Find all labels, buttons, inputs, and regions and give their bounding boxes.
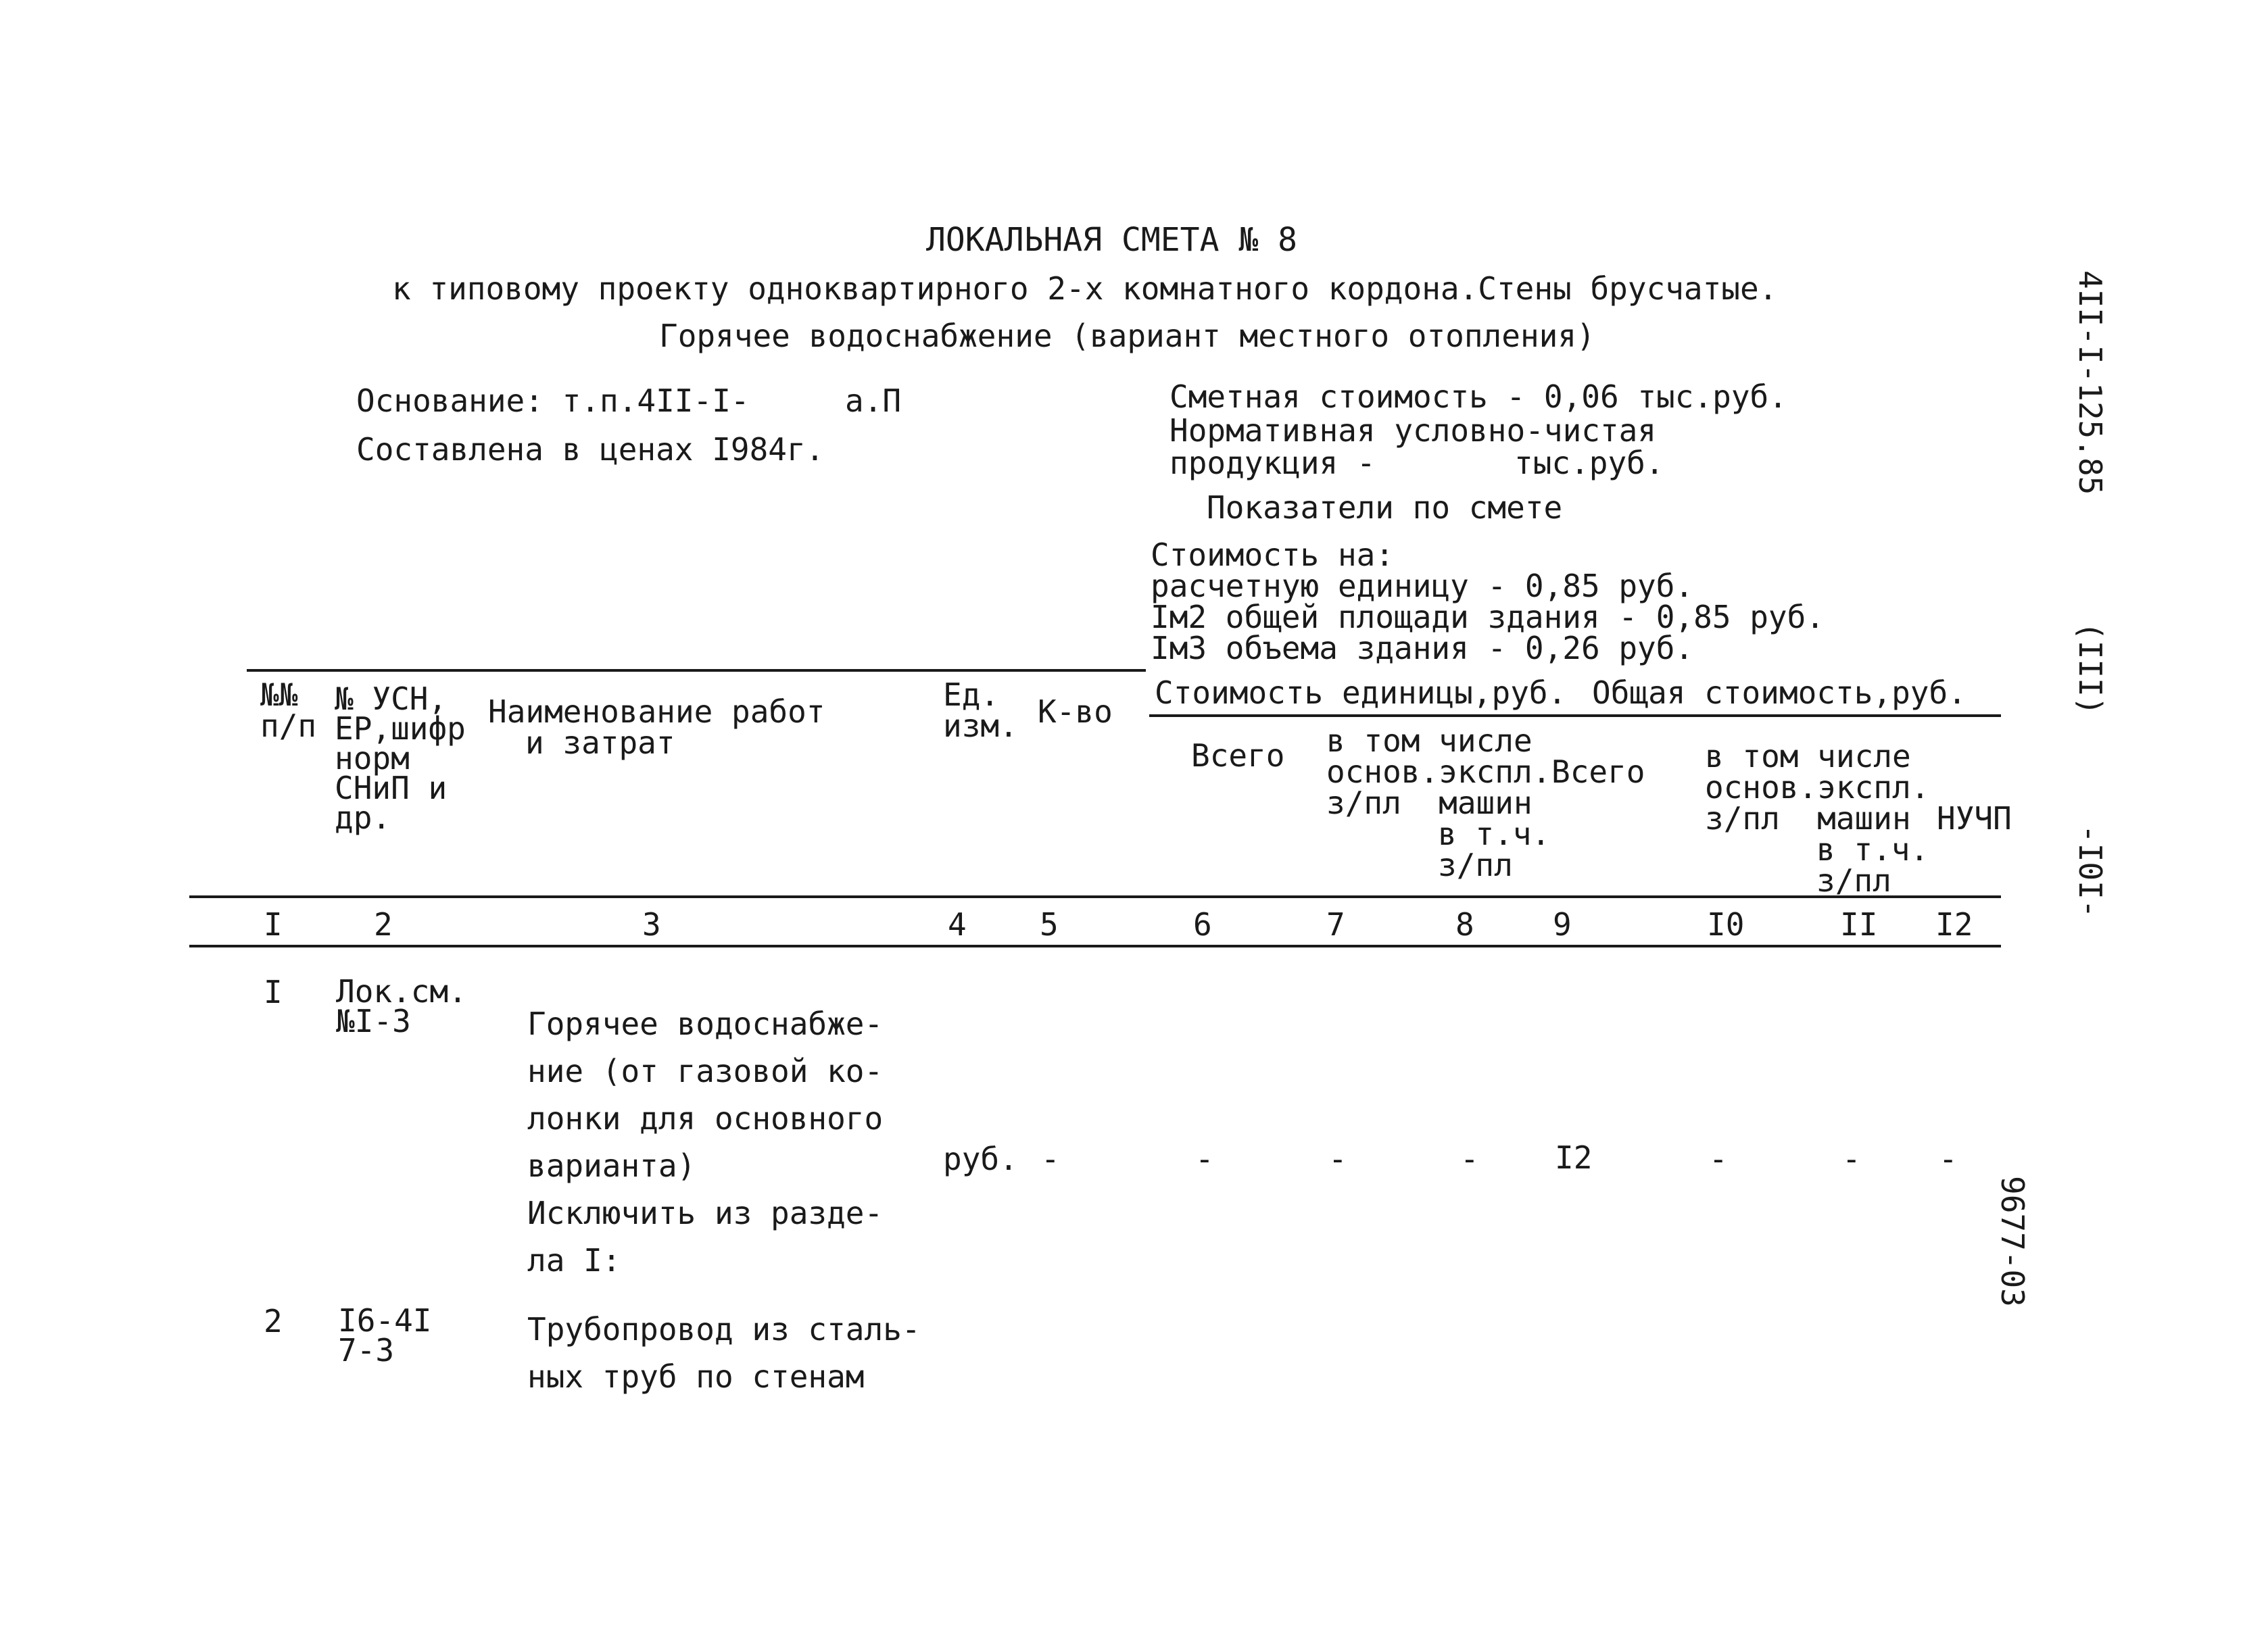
header-col9: Всего bbox=[1551, 754, 1645, 790]
row1-c10: - bbox=[1709, 1141, 1728, 1177]
row1-name-l5: Исключить из разде- bbox=[527, 1195, 884, 1231]
basis-label: Основание: т.п.4II-I- bbox=[356, 383, 750, 419]
colnum-8: 8 bbox=[1455, 906, 1474, 943]
row2-name-l1: Трубопровод из сталь- bbox=[527, 1311, 921, 1348]
colnum-1: I bbox=[264, 906, 283, 943]
row1-name-l4: варианта) bbox=[527, 1148, 696, 1184]
row1-unit: руб. bbox=[943, 1141, 1018, 1177]
normative-production-1: Нормативная условно-чистая bbox=[1169, 412, 1657, 449]
margin-project-code: 4II-I-125.85 bbox=[2072, 270, 2108, 495]
colnum-2: 2 bbox=[374, 906, 393, 943]
colnum-7: 7 bbox=[1326, 906, 1345, 943]
row2-code-l2: 7-3 bbox=[338, 1332, 395, 1368]
header-col12: НУЧП bbox=[1937, 800, 2012, 837]
header-incl-left-l4: в т.ч. bbox=[1438, 816, 1551, 852]
header-incl-right-l4: в т.ч. bbox=[1816, 831, 1929, 868]
header-incl-left bbox=[1326, 722, 1551, 883]
margin-doc-number: 9677-03 bbox=[1994, 1176, 2031, 1307]
colnum-10: I0 bbox=[1707, 906, 1745, 943]
margin-roman-numeral: (III) bbox=[2072, 622, 2108, 716]
estimated-cost: Сметная стоимость - 0,06 тыс.руб. bbox=[1169, 378, 1787, 415]
header-col2-l1: № УСН, bbox=[335, 681, 448, 717]
row1-num: I bbox=[264, 974, 283, 1010]
header-col2-l2: ЕР,шифр bbox=[335, 710, 466, 747]
header-incl-left-l2: основ.экспл. bbox=[1326, 754, 1551, 790]
header-incl-left-l3: з/пл машин bbox=[1326, 785, 1533, 821]
header-col1-l2: п/п bbox=[260, 708, 317, 744]
document-title: ЛОКАЛЬНАЯ СМЕТА № 8 bbox=[926, 221, 1298, 259]
row2-name-l2: ных труб по стенам bbox=[527, 1358, 865, 1395]
row1-code-l2: №I-3 bbox=[336, 1003, 411, 1039]
indicator-volume: Iм3 объема здания - 0,26 руб. bbox=[1151, 630, 1694, 666]
table-top-rule bbox=[247, 669, 1146, 672]
colnum-9: 9 bbox=[1553, 906, 1572, 943]
normative-production-2: продукция - bbox=[1169, 445, 1376, 481]
header-incl-right-l2: основ.экспл. bbox=[1705, 769, 1930, 806]
document-subtitle: к типовому проекту однoквартирного 2-х комнатного кордона.Стены брусчатые. bbox=[392, 270, 1778, 307]
colnum-6: 6 bbox=[1193, 906, 1212, 943]
header-total-cost: Общая стоимость,руб. bbox=[1592, 674, 1967, 711]
colnum-5: 5 bbox=[1040, 906, 1059, 943]
row1-c11: - bbox=[1842, 1141, 1861, 1177]
header-unit-cost: Стоимость единицы,руб. bbox=[1155, 674, 1567, 711]
prices-year: Составлена в ценах I984г. bbox=[356, 431, 825, 468]
row1-name-l6: ла I: bbox=[527, 1242, 621, 1279]
header-col2 bbox=[335, 681, 466, 836]
header-incl-right-l1: в том числе bbox=[1705, 738, 1911, 774]
row1-name-l1: Горячее водоснабже- bbox=[527, 1006, 884, 1042]
row1-c8: - bbox=[1460, 1141, 1479, 1177]
indicator-area: Iм2 общей площади здания - 0,85 руб. bbox=[1151, 599, 1825, 635]
row2-num: 2 bbox=[264, 1303, 283, 1339]
basis-suffix: а.П bbox=[845, 383, 902, 419]
header-col6: Всего bbox=[1191, 737, 1285, 774]
indicator-unit: расчетную единицу - 0,85 руб. bbox=[1151, 568, 1694, 604]
row1-c12: - bbox=[1939, 1141, 1958, 1177]
column-numbers-rule bbox=[189, 945, 2001, 947]
row1-name-l2: ние (от газовой ко- bbox=[527, 1053, 884, 1089]
header-col1-l1: №№ bbox=[260, 676, 298, 713]
colnum-4: 4 bbox=[948, 906, 967, 943]
row2-code bbox=[338, 1302, 432, 1368]
row1-c7: - bbox=[1328, 1141, 1347, 1177]
header-col4-l1: Ед. bbox=[943, 676, 1000, 713]
header-col3-l1: Наименование работ bbox=[488, 693, 825, 730]
row2-code-l1: I6-4I bbox=[338, 1302, 432, 1339]
header-incl-right-l3: з/пл машин bbox=[1705, 800, 1911, 837]
row1-code-l1: Лок.см. bbox=[336, 973, 467, 1010]
header-col1 bbox=[260, 676, 317, 744]
row1-c6: - bbox=[1195, 1141, 1214, 1177]
header-col5: К-во bbox=[1038, 693, 1113, 730]
header-incl-left-l5: з/пл bbox=[1438, 847, 1513, 883]
colnum-3: 3 bbox=[642, 906, 661, 943]
row2-name bbox=[527, 1306, 921, 1400]
row1-code bbox=[336, 973, 467, 1039]
colnum-11: II bbox=[1840, 906, 1878, 943]
row1-name-l3: лонки для основного bbox=[527, 1100, 884, 1137]
row1-name bbox=[527, 1000, 883, 1284]
header-col2-l5: др. bbox=[335, 799, 391, 836]
header-col2-l3: норм bbox=[335, 740, 410, 776]
header-col2-l4: СНиП и bbox=[335, 770, 448, 806]
header-col4-l2: изм. bbox=[943, 708, 1018, 744]
unit-cost-rule bbox=[1149, 714, 2001, 717]
header-incl-left-l1: в том числе bbox=[1326, 722, 1533, 759]
row1-c9: I2 bbox=[1555, 1139, 1593, 1176]
colnum-12: I2 bbox=[1935, 906, 1973, 943]
header-incl-right-l5: з/пл bbox=[1816, 862, 1891, 899]
indicators-heading: Показатели по смете bbox=[1207, 489, 1563, 526]
indicator-cost-on: Стоимость на: bbox=[1151, 537, 1395, 573]
header-col3-l2: и затрат bbox=[525, 724, 675, 761]
document-subtitle-2: Горячее водоснабжение (вариант местного отопления) bbox=[659, 318, 1595, 354]
normative-production-3: тыс.руб. bbox=[1514, 445, 1664, 481]
row1-qty: - bbox=[1041, 1141, 1060, 1177]
header-incl-right bbox=[1705, 738, 1930, 899]
margin-page-number: -I0I- bbox=[2072, 824, 2108, 918]
